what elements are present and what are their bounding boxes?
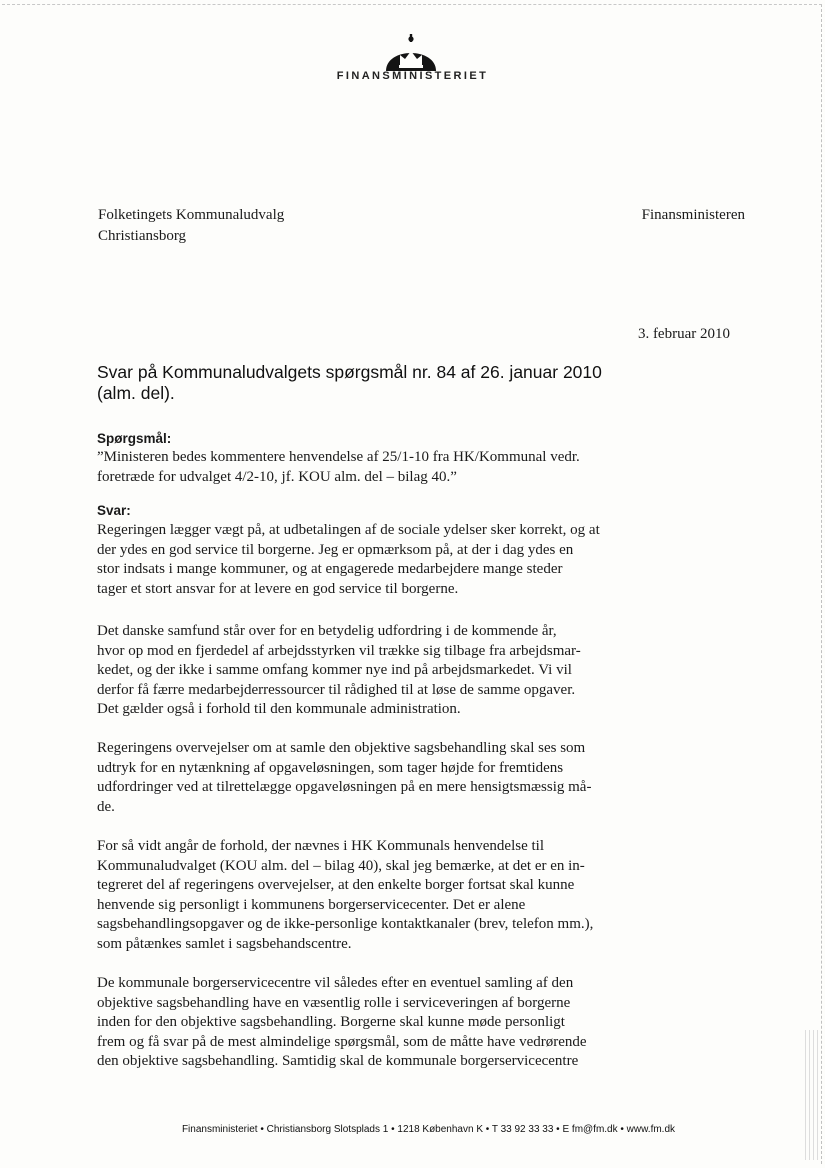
ministry-letterhead: FINANSMINISTERIET [336,70,489,82]
text-line: som påtænkes samlet i sagsbehandscentre. [97,935,352,952]
answer-paragraph [97,521,637,599]
text-line: Det danske samfund står over for en betydelig udfordring i de kommende år, [97,623,557,639]
text-line: Regeringens overvejelser om at samle den objektive sagsbehandling skal ses som [97,740,586,756]
text-line: derfor få færre medarbejderressourcer til rådighed til at løse de samme opgaver. [97,681,576,698]
answer-paragraph [97,837,637,954]
text-line: Regeringen lægger vægt på, at udbetalingen af de sociale ydelser sker korrekt, og at [97,522,600,538]
text-line: De kommunale borgerservicecentre vil således efter en eventuel samling af den [97,975,574,991]
recipient-address [98,205,284,247]
footer-text: Finansministeriet • Christiansborg Slotsplads 1 • 1218 København K • T 33 92 33 33 • E fm@fm.dk • www.fm.dk [181,1124,676,1135]
text-line: ”Ministeren bedes kommentere henvendelse af 25/1-10 fra HK/Kommunal vedr. [97,449,580,465]
recipient-line: Folketingets Kommunaludvalg [98,207,285,223]
answer-paragraph [97,974,637,1072]
question-text [97,448,637,487]
text-line: objektive sagsbehandling have en væsentlig rolle i serviceveringen af borgerne [97,994,571,1011]
text-line: foretræde for udvalget 4/2-10, jf. KOU alm. del – bilag 40.” [97,468,457,485]
subject-line: Svar på Kommunaludvalgets spørgsmål nr. 84 af 26. januar 2010 [97,362,602,382]
text-line: tager et stort ansvar for at levere en god service til borgerne. [97,580,459,597]
answer-paragraph [97,739,637,817]
question-label: Spørgsmål: [97,431,172,446]
text-line: de. [97,798,115,815]
text-line: Kommunaludvalget (KOU alm. del – bilag 40), skal jeg bemærke, at det er en in- [97,857,585,874]
text-line: frem og få svar på de mest almindelige spørgsmål, som de måtte have vedrørende [97,1033,587,1050]
sender-title: Finansministeren [641,207,745,223]
scan-edge-artifact [805,1030,819,1160]
text-line: der ydes en god service til borgerne. Jeg er opmærksom på, at der i dag ydes en [97,541,574,558]
letter-date: 3. februar 2010 [637,326,730,342]
text-line: hvor op mod en fjerdedel af arbejdsstyrken vil trække sig tilbage fra arbejdsmar- [97,642,581,659]
text-line: den objektive sagsbehandling. Samtidig skal de kommunale borgerservicecentre [97,1053,579,1069]
subject-line: (alm. del). [97,383,175,403]
text-line: sagsbehandlingsopgaver og de ikke-personlige kontaktkanaler (brev, telefon mm.), [97,916,594,932]
crown-logo-icon [382,33,440,73]
footer-contact [0,1124,825,1135]
text-line: stor indsats i mange kommuner, og at engagerede medarbejdere mange steder [97,561,563,577]
subject-heading [97,362,637,404]
text-line: udtryk for en nytænkning af opgaveløsningen, som tager højde for fremtidens [97,759,564,776]
text-line: For så vidt angår de forhold, der nævnes i HK Kommunals henvendelse til [97,838,544,854]
answer-paragraph [97,622,637,720]
text-line: kedet, og der ikke i samme omfang kommer nye ind på arbejdsmarkedet. Vi vil [97,662,572,678]
text-line: tegreret del af regeringens overvejelser, at den enkelte borger fortsat skal kunne [97,877,575,893]
recipient-line: Christiansborg [98,228,187,244]
text-line: inden for den objektive sagsbehandling. Borgerne skal kunne møde personligt [97,1014,565,1030]
text-line: udfordringer ved at tilrettelægge opgaveløsningen på en mere hensigtsmæssig må- [97,779,592,795]
text-line: henvende sig personligt i kommunens borgerservicecenter. Det er alene [97,896,526,913]
text-line: Det gælder også i forhold til den kommunale administration. [97,701,461,717]
answer-label: Svar: [97,503,131,518]
